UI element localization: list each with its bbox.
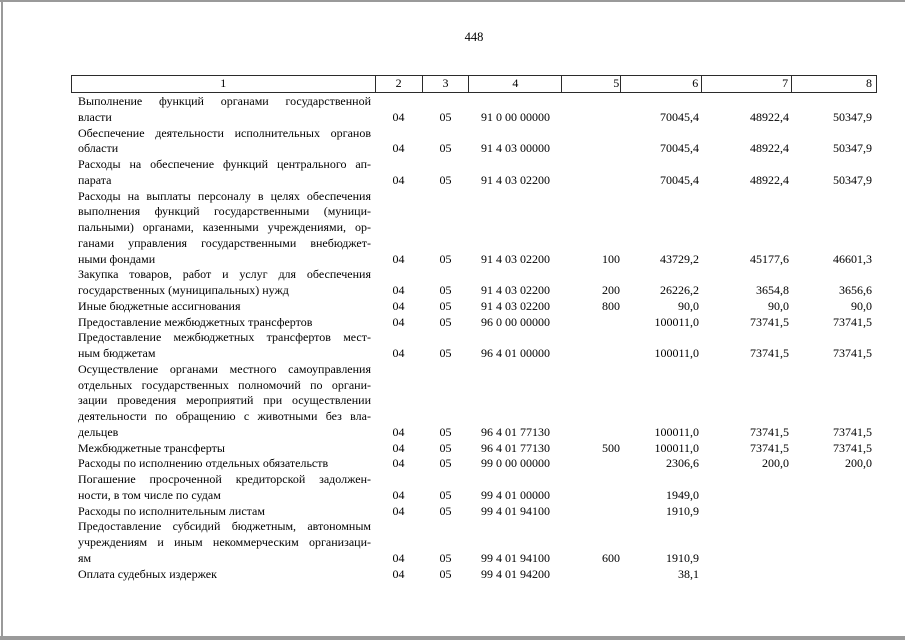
table-header-row	[71, 75, 877, 93]
table-cell: 45177,6	[750, 251, 789, 266]
table-cell: 04	[392, 456, 405, 471]
table-cell: 100	[602, 251, 620, 266]
table-cell: 43729,2	[660, 251, 699, 266]
column-header: 1	[72, 76, 376, 92]
table-cell: 600	[602, 550, 620, 565]
table-cell: 04	[392, 314, 405, 329]
table-cell: 70045,4	[660, 141, 699, 156]
table-cell: 04	[392, 503, 405, 518]
table-cell: 48922,4	[750, 109, 789, 124]
table-row	[71, 267, 877, 299]
table-cell: 04	[392, 424, 405, 439]
table-cell: 200	[602, 283, 620, 297]
table-cell: 90,0	[678, 298, 699, 313]
table-row	[71, 94, 877, 126]
table-cell: 05	[439, 172, 452, 187]
table-cell: 3654,8	[756, 283, 789, 297]
table-cell: 05	[439, 456, 452, 471]
column-header: 2	[376, 76, 423, 92]
table-cell: 91 4 03 02200	[481, 251, 550, 266]
table-row	[71, 504, 877, 520]
table-cell: 05	[439, 503, 452, 518]
column-header: 5	[562, 76, 621, 92]
table-row	[71, 472, 877, 504]
table-row	[71, 567, 877, 583]
table-cell: 96 4 01 00000	[481, 346, 550, 360]
table-cell: 91 4 03 02200	[481, 298, 550, 313]
table-cell: 50347,9	[833, 141, 872, 156]
page-number: 448	[464, 30, 484, 44]
table-cell: 04	[392, 550, 405, 565]
table-cell: 91 4 03 02200	[481, 283, 550, 297]
table-cell: 50347,9	[833, 172, 872, 187]
table-cell: 100011,0	[654, 440, 699, 455]
table-cell: 04	[392, 298, 405, 313]
table-row	[71, 362, 877, 441]
table-cell: 100011,0	[654, 314, 699, 329]
table-cell: 73741,5	[750, 440, 789, 455]
table-cell: 3656,6	[839, 283, 872, 297]
table-cell: 05	[439, 298, 452, 313]
table-cell: 1910,9	[666, 550, 699, 565]
table-cell: 1910,9	[666, 503, 699, 518]
table-cell: 73741,5	[750, 424, 789, 439]
budget-table	[71, 75, 877, 582]
table-cell: 200,0	[762, 456, 789, 471]
column-header: 6	[621, 76, 702, 92]
table-cell: 04	[392, 566, 405, 581]
row-title: Выполнение функций органами государственной власти	[78, 94, 371, 124]
table-row	[71, 519, 877, 566]
table-cell: 500	[602, 440, 620, 455]
table-cell: 05	[439, 346, 452, 360]
row-title: Расходы по исполнительным листам	[78, 503, 265, 518]
table-cell: 04	[392, 440, 405, 455]
page-edge-bottom	[0, 636, 905, 640]
table-cell: 91 0 00 00000	[481, 109, 550, 124]
table-body	[71, 93, 877, 582]
table-cell: 05	[439, 251, 452, 266]
table-cell: 73741,5	[750, 346, 789, 360]
table-cell: 05	[439, 314, 452, 329]
table-cell: 73741,5	[750, 314, 789, 329]
row-title: Иные бюджетные ассигнования	[78, 298, 241, 313]
table-cell: 90,0	[768, 298, 789, 313]
row-title: Предоставление межбюджетных трансфертов мест- ным бюджетам	[78, 330, 371, 360]
table-cell: 04	[392, 251, 405, 266]
table-cell: 99 4 01 94100	[481, 503, 550, 518]
row-title: Осуществление органами местного самоуправления отдельных государственных полномочий по органи- зации проведения мероприятий при осуществлении деятельности по обращению с животными без вла- дельцев	[78, 361, 371, 439]
column-header: 8	[865, 76, 872, 90]
table-cell: 91 4 03 02200	[481, 172, 550, 187]
column-header: 7	[702, 76, 792, 92]
table-cell: 96 4 01 77130	[481, 424, 550, 439]
row-title: Погашение просроченной кредиторской задолжен- ности, в том числе по судам	[78, 472, 371, 502]
table-cell: 05	[439, 109, 452, 124]
table-cell: 05	[439, 141, 452, 156]
table-row	[71, 315, 877, 331]
table-cell: 90,0	[851, 298, 872, 313]
table-cell: 05	[439, 440, 452, 455]
table-cell: 46601,3	[833, 251, 872, 266]
table-row	[71, 299, 877, 315]
table-cell: 99 0 00 00000	[481, 456, 550, 471]
table-row	[71, 157, 877, 189]
row-title: Межбюджетные трансферты	[78, 440, 225, 455]
table-cell: 50347,9	[833, 109, 872, 124]
table-cell: 70045,4	[660, 172, 699, 187]
table-cell: 99 4 01 94100	[481, 550, 550, 565]
column-header: 3	[423, 76, 470, 92]
table-cell: 26226,2	[660, 283, 699, 297]
table-cell: 05	[439, 424, 452, 439]
row-title: Предоставление межбюджетных трансфертов	[78, 314, 313, 329]
table-cell: 04	[392, 141, 405, 156]
table-row	[71, 441, 877, 457]
table-cell: 1949,0	[666, 487, 699, 502]
table-cell: 70045,4	[660, 109, 699, 124]
table-cell: 05	[439, 550, 452, 565]
column-header: 4	[469, 76, 562, 92]
table-cell: 99 4 01 94200	[481, 566, 550, 581]
table-cell: 800	[602, 298, 620, 313]
table-cell: 04	[392, 346, 405, 360]
table-row	[71, 189, 877, 268]
table-cell: 04	[392, 283, 405, 297]
table-cell: 04	[392, 172, 405, 187]
table-cell: 48922,4	[750, 172, 789, 187]
table-cell: 04	[392, 109, 405, 124]
table-row	[71, 456, 877, 472]
row-title: Закупка товаров, работ и услуг для обеспечения государственных (муниципальных) нужд	[78, 267, 371, 297]
table-cell: 91 4 03 00000	[481, 141, 550, 156]
table-cell: 99 4 01 00000	[481, 487, 550, 502]
row-title: Предоставление субсидий бюджетным, автономным учреждениям и иным некоммерческим организаци- ям	[78, 519, 371, 565]
table-cell: 05	[439, 283, 452, 297]
row-title: Расходы на выплаты персоналу в целях обеспечения выполнения функций государственными (муници- пальными) органами, казенными учреждениями, ор- ганами управления государственными внебюджет- ными фондами	[78, 188, 371, 266]
table-cell: 100011,0	[654, 346, 699, 360]
table-cell: 48922,4	[750, 141, 789, 156]
row-title: Расходы на обеспечение функций центрального ап- парата	[78, 157, 371, 187]
row-title: Расходы по исполнению отдельных обязательств	[78, 456, 329, 471]
table-cell: 100011,0	[654, 424, 699, 439]
table-cell: 73741,5	[833, 314, 872, 329]
page-edge-top	[0, 0, 905, 2]
table-cell: 04	[392, 487, 405, 502]
table-cell: 38,1	[678, 566, 699, 581]
table-cell: 2306,6	[666, 456, 699, 471]
table-cell: 05	[439, 566, 452, 581]
table-cell: 96 4 01 77130	[481, 440, 550, 455]
table-row	[71, 330, 877, 362]
row-title: Оплата судебных издержек	[78, 566, 217, 581]
table-cell: 05	[439, 487, 452, 502]
table-cell: 200,0	[845, 456, 872, 471]
table-cell: 96 0 00 00000	[481, 314, 550, 329]
table-cell: 73741,5	[833, 424, 872, 439]
page-edge-left	[1, 0, 3, 640]
table-cell: 73741,5	[833, 440, 872, 455]
table-cell: 73741,5	[833, 346, 872, 360]
row-title: Обеспечение деятельности исполнительных органов области	[78, 125, 371, 156]
table-row	[71, 126, 877, 158]
